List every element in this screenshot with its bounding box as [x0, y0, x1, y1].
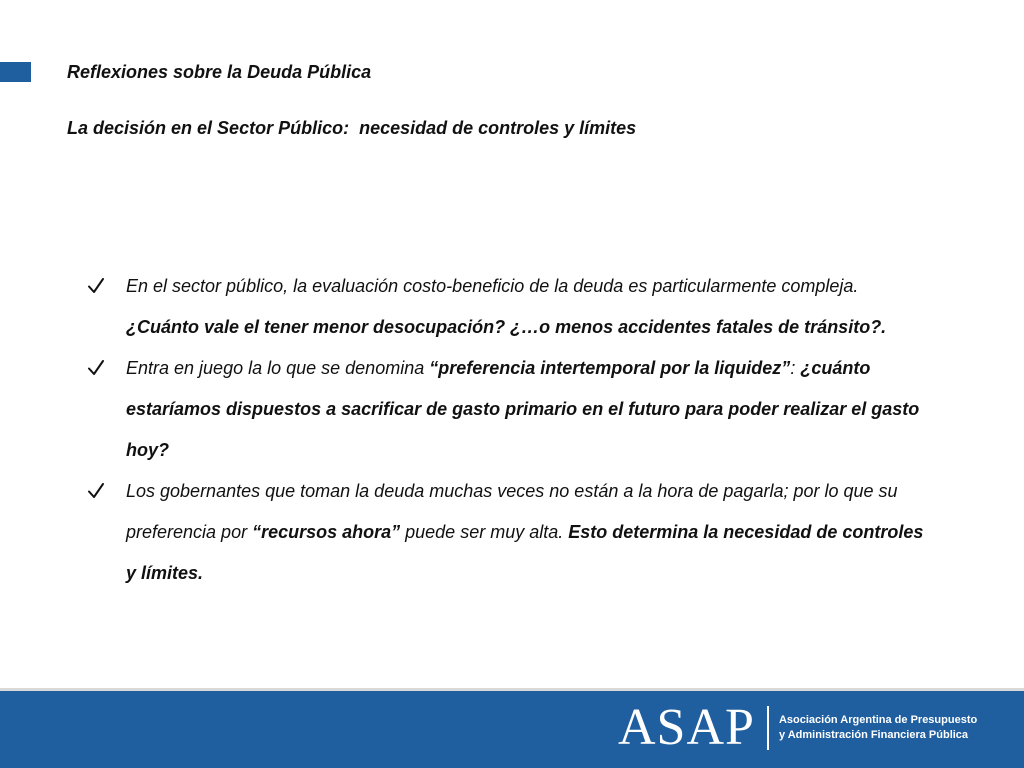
- bullet-item: [86, 348, 936, 471]
- bullet-emphasis: “recursos ahora”: [252, 522, 401, 542]
- logo-org-line-2: y Administración Financiera Pública: [778, 729, 969, 741]
- check-icon: [86, 276, 106, 296]
- bullet-text: Entra en juego la lo que se denomina: [126, 358, 430, 378]
- slide-title: Reflexiones sobre la Deuda Pública: [67, 62, 372, 82]
- bullet-text: puede ser muy alta.: [400, 522, 569, 542]
- logo-org-name: [779, 713, 977, 743]
- bullet-emphasis: “preferencia intertemporal por la liquidez”: [429, 358, 791, 378]
- slide-subtitle: La decisión en el Sector Público: necesidad de controles y límites: [67, 118, 637, 138]
- bullet-emphasis: ¿cuánto estaríamos dispuestos a sacrificar de gasto primario en el futuro para poder realizar el gasto hoy?: [126, 358, 920, 460]
- logo-wordmark: ASAP: [618, 699, 755, 756]
- bullet-text: Los gobernantes que toman la deuda muchas veces no están a la hora de pagarla; por lo que su preferencia por: [126, 481, 898, 542]
- bullet-emphasis: Esto determina la necesidad de controles y límites.: [126, 522, 924, 583]
- bullet-item: [86, 471, 936, 594]
- logo-org-line-1: Asociación Argentina de Presupuesto: [778, 714, 978, 726]
- bullet-item: [86, 266, 936, 348]
- title-accent-bar: [0, 62, 31, 82]
- check-icon: [86, 481, 106, 501]
- logo-divider: [767, 706, 769, 750]
- bullet-emphasis: ¿Cuánto vale el tener menor desocupación? ¿…o menos accidentes fatales de tránsito?.: [126, 317, 887, 337]
- check-icon: [86, 358, 106, 378]
- bullet-list: [86, 266, 936, 594]
- bullet-text: En el sector público, la evaluación costo-beneficio de la deuda es particularmente compleja.: [126, 276, 859, 296]
- bullet-text: :: [790, 358, 801, 378]
- asap-logo: [618, 700, 977, 756]
